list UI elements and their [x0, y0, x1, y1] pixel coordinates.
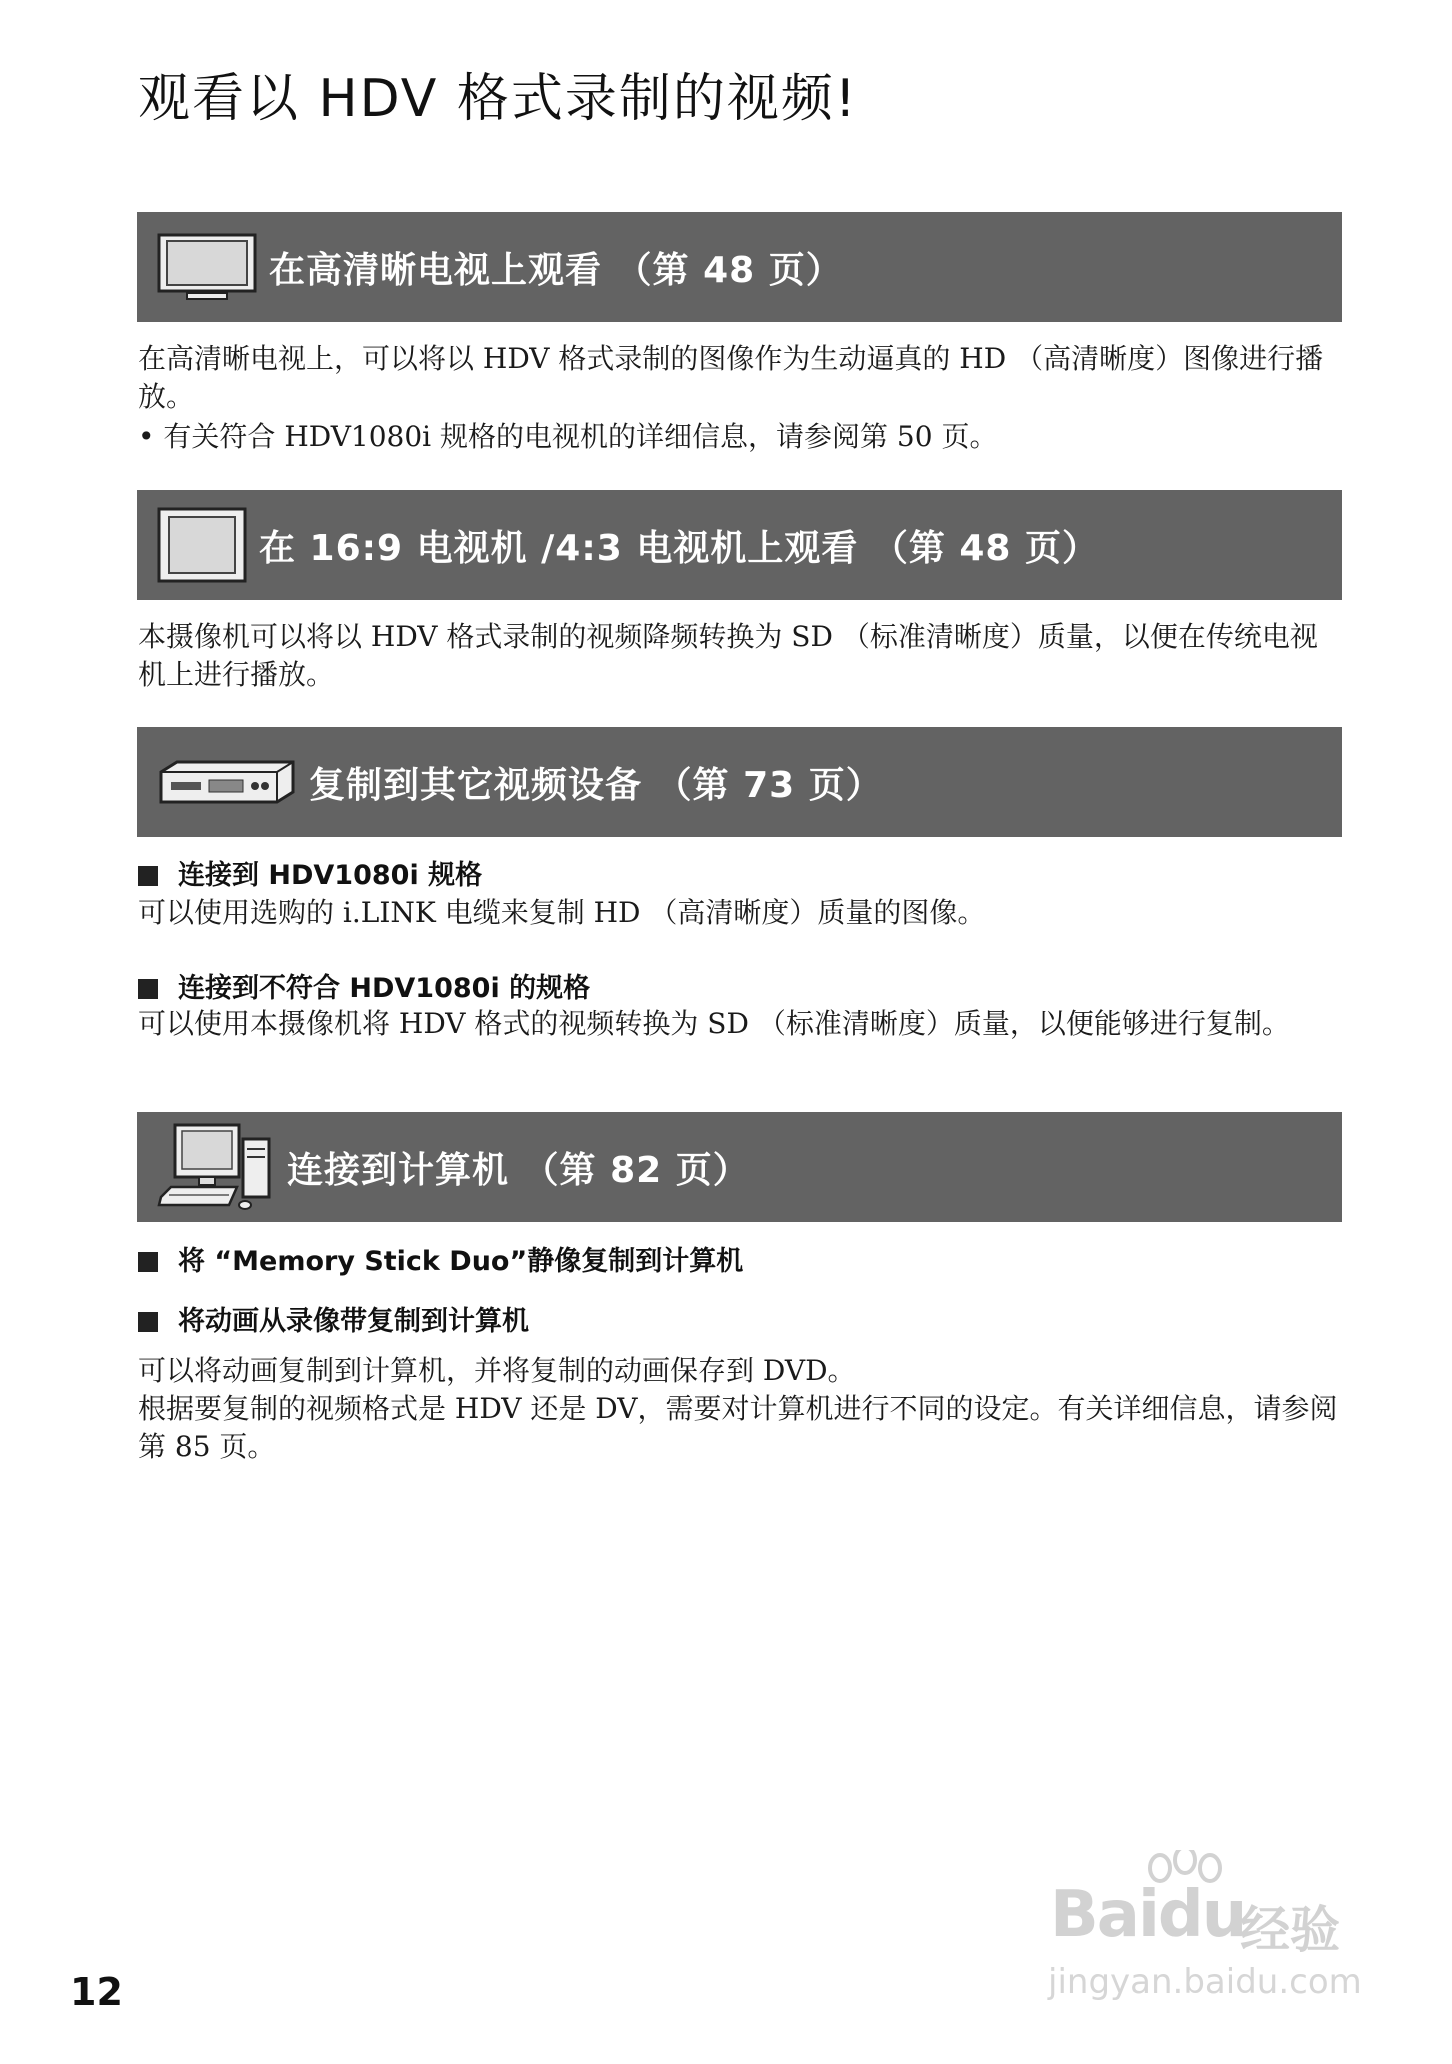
section-note: • 有关符合 HDV1080i 规格的电视机的详细信息，请参阅第 50 页。: [138, 420, 998, 453]
watermark-url: jingyan.baidu.com: [1048, 1962, 1362, 2002]
computer-icon: [157, 1121, 275, 1213]
subsection-text: 可以将动画复制到计算机，并将复制的动画保存到 DVD。: [138, 1354, 856, 1387]
square-bullet-icon: [138, 866, 158, 886]
subsection-text: 可以使用本摄像机将 HDV 格式的视频转换为 SD （标准清晰度）质量，以便能够进行复制。: [138, 1007, 1290, 1040]
baidu-jingyan-watermark: [1030, 1850, 1390, 2000]
section-paragraph: 在高清晰电视上，可以将以 HDV 格式录制的图像作为生动逼真的 HD （高清晰度）图像进行播放。: [138, 342, 1324, 413]
section-banner-hd-tv: [137, 212, 1342, 322]
subsection-title: 将 “Memory Stick Duo”静像复制到计算机: [178, 1246, 744, 1277]
hd-tv-icon: [157, 231, 257, 303]
vcr-icon: [157, 758, 297, 806]
section-heading: 连接到计算机 （第 82 页）: [287, 1149, 750, 1191]
section-closing-text: 根据要复制的视频格式是 HDV 还是 DV，需要对计算机进行不同的设定。有关详细信息，请参阅第 85 页。: [138, 1392, 1338, 1463]
watermark-brand: Baidu: [1050, 1878, 1246, 1952]
square-bullet-icon: [138, 1312, 158, 1332]
watermark-cn: 经验: [1240, 1901, 1340, 1959]
subsection-heading: [138, 1244, 743, 1280]
subsection-heading: [138, 858, 482, 894]
section-heading: 在 16:9 电视机 /4:3 电视机上观看 （第 48 页）: [259, 527, 1100, 569]
section-heading: 在高清晰电视上观看 （第 48 页）: [269, 249, 843, 291]
section-paragraph: 本摄像机可以将以 HDV 格式录制的视频降频转换为 SD （标准清晰度）质量，以便在传统电视机上进行播放。: [138, 620, 1318, 691]
page-number: 12: [70, 1970, 123, 2014]
tv-icon: [157, 507, 247, 583]
subsection-title: 连接到不符合 HDV1080i 的规格: [178, 973, 591, 1004]
subsection-title: 将动画从录像带复制到计算机: [178, 1306, 529, 1337]
square-bullet-icon: [138, 1252, 158, 1272]
subsection-heading: [138, 971, 590, 1007]
subsection-heading: [138, 1304, 529, 1340]
subsection-text: 可以使用选购的 i.LINK 电缆来复制 HD （高清晰度）质量的图像。: [138, 896, 986, 929]
subsection-title: 连接到 HDV1080i 规格: [178, 860, 483, 891]
section-banner-vcr: [137, 727, 1342, 837]
square-bullet-icon: [138, 979, 158, 999]
page-title: 观看以 HDV 格式录制的视频!: [138, 69, 858, 129]
section-banner-computer: [137, 1112, 1342, 1222]
section-heading: 复制到其它视频设备 （第 73 页）: [309, 764, 883, 806]
section-banner-tv: [137, 490, 1342, 600]
